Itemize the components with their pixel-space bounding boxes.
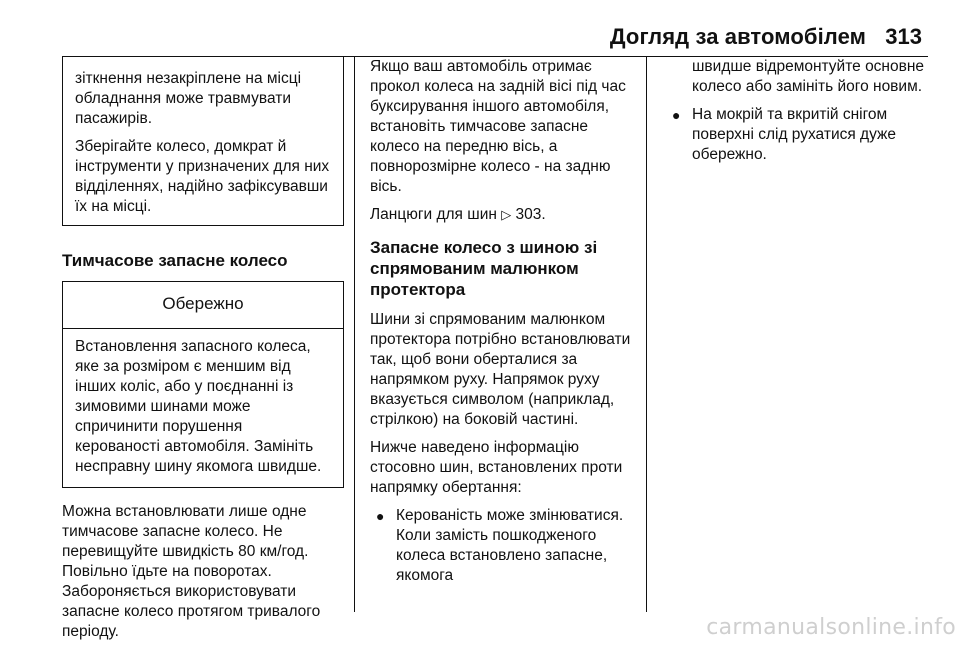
cross-reference-page: 303. bbox=[515, 206, 546, 223]
section-heading: Тимчасове запасне колесо bbox=[62, 251, 288, 270]
column-divider-2 bbox=[646, 57, 647, 612]
list-item-text: швидше відремонтуйте основне колесо або замініть його новим. bbox=[692, 58, 925, 95]
column-2 bbox=[370, 57, 638, 594]
list-item bbox=[370, 506, 638, 586]
body-paragraph: Можна встановлювати лише одне тимчасове запасне колесо. Не перевищуйте швидкість 80 км/год. Повільно їдьте на поворотах. Забороняється використовувати запасне колесо протягом тривалого періоду. bbox=[62, 503, 321, 640]
warning-box-continuation bbox=[62, 57, 344, 226]
caution-title: Обережно bbox=[63, 282, 343, 329]
page-header bbox=[0, 0, 960, 56]
page-number: 313 bbox=[885, 24, 922, 49]
list-item bbox=[666, 105, 928, 165]
list-item-text: Керованість може змінюватися. Коли замість пошкодженого колеса встановлено запасне, якомога bbox=[396, 507, 624, 584]
bullet-icon: ● bbox=[672, 107, 681, 123]
column-1 bbox=[62, 57, 344, 650]
body-paragraph: Шини зі спрямованим малюнком протектора потрібно встановлювати так, щоб вони оберталися за напрямком руху. Напрямок руху вказується символом (наприклад, стрілкою) на боковій частині. bbox=[370, 311, 631, 428]
box-paragraph: Зберігайте колесо, домкрат й інструменти у призначених для них відділеннях, надійно зафіксувавши їх на місці. bbox=[75, 138, 330, 215]
bullet-list bbox=[666, 57, 928, 165]
ref-arrow-icon: ▷ bbox=[501, 207, 512, 222]
cross-reference[interactable] bbox=[370, 205, 638, 225]
watermark: carmanualsonline.info bbox=[706, 615, 956, 640]
bullet-list bbox=[370, 506, 638, 586]
page-title: Догляд за автомобілем bbox=[609, 24, 866, 49]
section-heading: Запасне колесо з шиною зі спрямованим малюнком протектора bbox=[370, 238, 598, 299]
box-paragraph: зіткнення незакріплене на місці обладнання може травмувати пасажирів. bbox=[75, 70, 302, 127]
body-paragraph: Нижче наведено інформацію стосовно шин, встановлених проти напрямку обертання: bbox=[370, 439, 623, 496]
column-3 bbox=[666, 57, 928, 173]
caution-box bbox=[62, 281, 344, 488]
column-divider-1 bbox=[354, 57, 355, 612]
body-paragraph: Якщо ваш автомобіль отримає прокол колеса на задній вісі під час буксирування іншого автомобіля, встановіть тимчасове запасне колесо на передню вісь, а повнорозмірне колесо - на задню вісь. bbox=[370, 58, 626, 195]
list-item-continuation bbox=[666, 57, 928, 97]
bullet-icon: ● bbox=[376, 508, 385, 524]
caution-body bbox=[63, 329, 343, 487]
cross-reference-text: Ланцюги для шин bbox=[370, 206, 497, 223]
list-item-text: На мокрій та вкритій снігом поверхні слід рухатися дуже обережно. bbox=[692, 106, 897, 163]
caution-paragraph: Встановлення запасного колеса, яке за розміром є меншим від інших коліс, або у поєднанні із зимовими шинами може спричинити порушення керованості автомобіля. Замініть несправну шину якомога швидше. bbox=[75, 338, 322, 475]
